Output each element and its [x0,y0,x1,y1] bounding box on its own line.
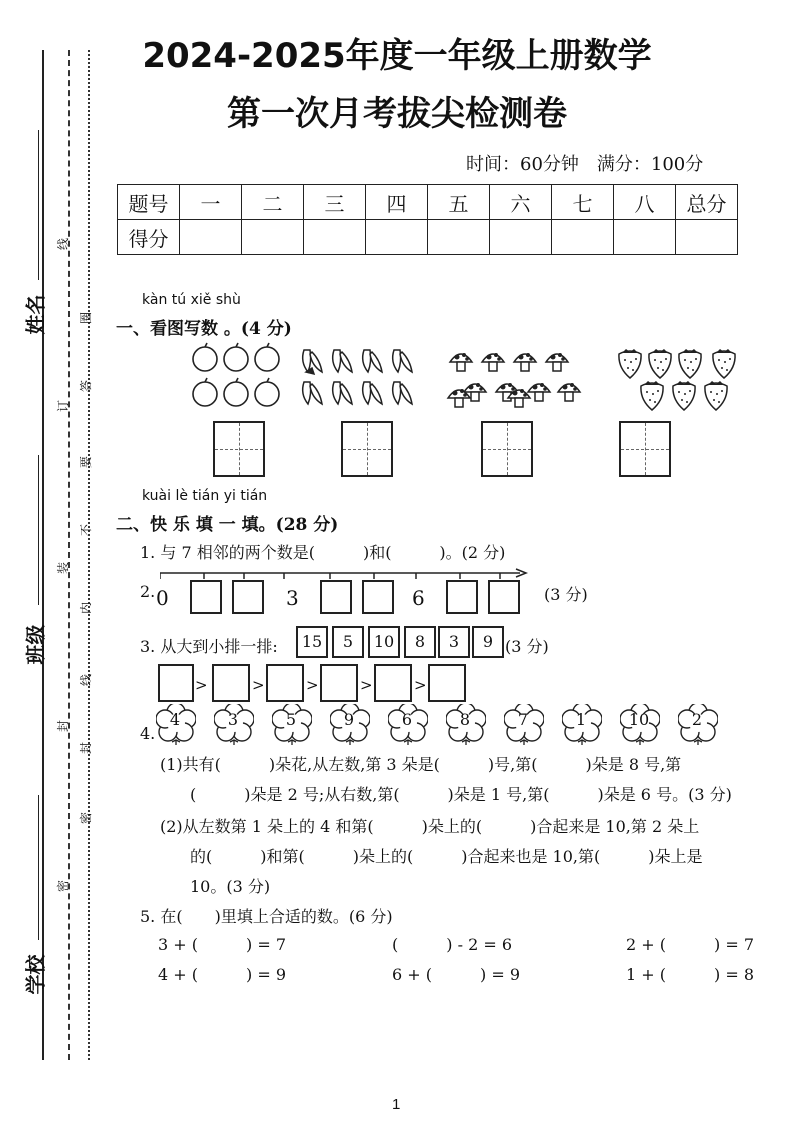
number-line-blank[interactable] [488,580,520,614]
score-table-cell: 总分 [676,185,738,220]
greater-than-sign: > [306,676,319,694]
number-line-blank[interactable] [362,580,394,614]
sort-answer-box[interactable] [212,664,250,702]
sort-number: 8 [404,626,436,658]
page-subtitle: 第一次月考拔尖检测卷 [227,94,567,134]
banana-group [298,346,420,416]
score-table-cell: 三 [304,185,366,220]
question-3-score: (3 分) [505,637,549,656]
binding-dotted-line [88,50,90,1060]
flower [156,704,194,742]
score-input-cell[interactable] [366,220,428,255]
margin-char: 装 [56,562,70,575]
score-input-cell[interactable] [242,220,304,255]
page-title: 2024-2025年度一年级上册数学 [142,36,652,76]
question-1: 1. 与 7 相邻的两个数是( )和( )。(2 分) [140,543,506,562]
sort-answer-box[interactable] [320,664,358,702]
class-blank [38,455,39,605]
mushroom-group [446,346,582,416]
flower [678,704,716,742]
name-blank [38,130,39,280]
score-table-score-row [118,220,738,255]
question-4-part1-line1: (1)共有( )朵花,从左数,第 3 朵是( )号,第( )朵是 8 号,第 [160,755,682,774]
apple-group [190,342,284,416]
answer-box-bananas[interactable] [341,421,393,477]
greater-than-sign: > [252,676,265,694]
flower-number: 2 [691,710,703,729]
sort-number: 9 [472,626,504,658]
score-input-cell[interactable] [428,220,490,255]
number-line-blank[interactable] [232,580,264,614]
flower [388,704,426,742]
time-info: 时间：60分钟 满分：100分 [466,154,704,175]
margin-char: 不 [79,524,93,537]
flower-number: 7 [517,710,529,729]
binding-dashed-line [68,50,70,1060]
class-label: 班级 [23,624,48,665]
margin-char: 封 [79,742,93,755]
sort-answer-box[interactable] [158,664,194,702]
score-input-cell[interactable] [490,220,552,255]
flower-number: 9 [343,710,355,729]
question-4-part2-line1: (2)从左数第 1 朵上的 4 和第( )朵上的( )合起来是 10,第 2 朵上 [160,817,700,836]
score-table-cell: 八 [614,185,676,220]
score-input-cell[interactable] [304,220,366,255]
score-table-header-row [118,185,738,220]
score-input-cell[interactable] [180,220,242,255]
score-table-cell: 五 [428,185,490,220]
binding-solid-line [42,50,44,1060]
flower [214,704,252,742]
number-line-label: 3 [286,586,299,610]
greater-than-sign: > [195,676,208,694]
margin-char: 答 [79,380,93,393]
question-4-part2-line3: 10。(3 分) [190,877,271,896]
question-2-prefix: 2. [140,582,156,601]
score-input-cell[interactable] [676,220,738,255]
score-table [117,184,738,255]
margin-char: 要 [79,456,93,469]
question-2-score: (3 分) [544,585,588,604]
answer-box-mushrooms[interactable] [481,421,533,477]
score-input-cell[interactable] [614,220,676,255]
sort-number: 3 [438,626,470,658]
number-line-blank[interactable] [320,580,352,614]
sort-answer-box[interactable] [428,664,466,702]
score-table-cell: 二 [242,185,304,220]
school-label: 学校 [23,954,48,995]
equation: 6 + ( ) = 9 [392,965,521,984]
flower-number: 8 [459,710,471,729]
margin-char: 密 [79,812,93,825]
margin-char: 内 [79,602,93,615]
equation: 2 + ( ) = 7 [626,935,755,954]
sort-answer-box[interactable] [266,664,304,702]
equation: ( ) - 2 = 6 [392,935,513,954]
flower [272,704,310,742]
flower-number: 10 [628,710,650,729]
margin-char: 圈 [79,312,93,325]
score-table-cell: 题号 [118,185,180,220]
equation: 3 + ( ) = 7 [158,935,287,954]
number-line-blank[interactable] [446,580,478,614]
question-3-prefix: 3. 从大到小排一排: [140,637,278,656]
name-label: 姓名 [23,294,48,335]
section1-pinyin: kàn tú xiě shù [142,292,241,308]
flower-number: 4 [169,710,181,729]
flower-number: 6 [401,710,413,729]
flower [504,704,542,742]
score-table-cell: 一 [180,185,242,220]
number-line-label: 6 [412,586,425,610]
answer-box-strawberries[interactable] [619,421,671,477]
greater-than-sign: > [360,676,373,694]
flower-number: 1 [575,710,587,729]
score-input-cell[interactable] [552,220,614,255]
question-4-part1-line2: ( )朵是 2 号;从右数,第( )朵是 1 号,第( )朵是 6 号。(3 分) [190,785,732,804]
equation: 1 + ( ) = 8 [626,965,755,984]
score-table-cell: 得分 [118,220,180,255]
question-5-heading: 5. 在( )里填上合适的数。(6 分) [140,907,393,926]
number-line-label: 0 [156,586,169,610]
flower [620,704,658,742]
equation: 4 + ( ) = 9 [158,965,287,984]
question-4-part2-line2: 的( )和第( )朵上的( )合起来也是 10,第( )朵上是 [190,847,703,866]
strawberry-group [614,346,744,416]
greater-than-sign: > [414,676,427,694]
flower [446,704,484,742]
answer-box-apples[interactable] [213,421,265,477]
score-table-cell: 六 [490,185,552,220]
margin-char: 订 [56,400,70,413]
sort-answer-box[interactable] [374,664,412,702]
section1-heading: 一、看图写数 。(4 分) [116,319,292,339]
flower-number: 5 [285,710,297,729]
flower-number: 3 [227,710,239,729]
margin-char: 密 [56,880,70,893]
number-line-blank[interactable] [190,580,222,614]
page-number: 1 [392,1096,401,1113]
flower [562,704,600,742]
sort-number: 5 [332,626,364,658]
margin-char: 线 [79,674,93,687]
school-blank [38,795,39,940]
score-table-cell: 七 [552,185,614,220]
sort-number: 10 [368,626,400,658]
margin-char: 封 [56,720,70,733]
flower [330,704,368,742]
section2-heading: 二、快 乐 填 一 填。(28 分) [116,515,339,535]
score-table-cell: 四 [366,185,428,220]
section2-pinyin: kuài lè tián yi tián [142,488,268,504]
question-4-prefix: 4. [140,724,156,743]
sort-number: 15 [296,626,328,658]
margin-char: 线 [56,238,70,251]
